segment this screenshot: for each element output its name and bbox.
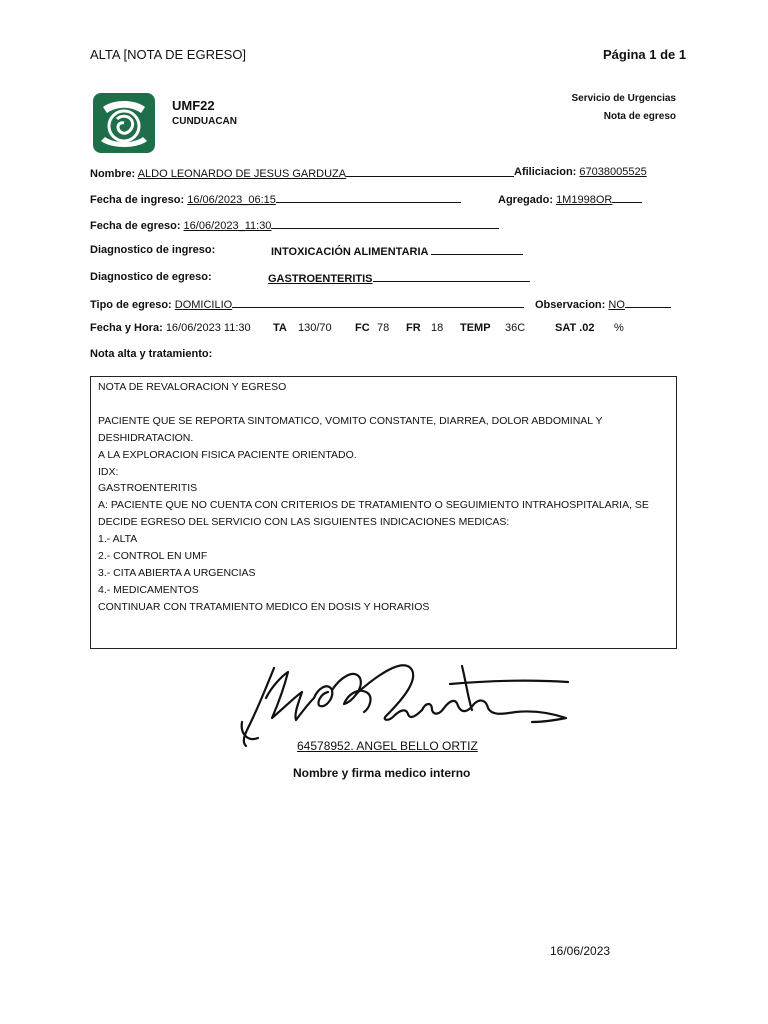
doctor-name-value: 64578952. ANGEL BELLO ORTIZ xyxy=(297,739,478,753)
underline xyxy=(431,244,523,255)
doctor-name xyxy=(297,739,478,753)
underline xyxy=(612,192,642,203)
page-indicator: Página 1 de 1 xyxy=(603,47,687,62)
agregado-row xyxy=(498,192,642,206)
agregado-value: 1M1998OR xyxy=(556,194,613,206)
fr-label: FR xyxy=(406,322,421,334)
underline xyxy=(276,192,461,203)
admission-diagnosis-row xyxy=(271,244,523,258)
admission-date-value: 16/06/2023_06:15 xyxy=(187,194,276,206)
ta-value: 130/70 xyxy=(298,322,332,334)
agregado-label: Agregado: xyxy=(498,194,553,206)
document-title: ALTA [NOTA DE EGRESO] xyxy=(90,47,247,62)
underline xyxy=(373,271,530,282)
underline xyxy=(271,218,499,229)
fr-value: 18 xyxy=(431,322,444,334)
treatment-note-text xyxy=(98,379,649,616)
discharge-type-value: DOMICILIO xyxy=(174,299,233,311)
fc-label: FC xyxy=(355,322,370,334)
discharge-date-label: Fecha de egreso: xyxy=(90,220,181,232)
note-line: PACIENTE QUE SE REPORTA SINTOMATICO, VOMITO CONSTANTE, DIARREA, DOLOR ABDOMINAL Y xyxy=(98,414,603,427)
note-line: 1.- ALTA xyxy=(98,533,138,546)
note-line: IDX: xyxy=(98,465,119,478)
treatment-note-label: Nota alta y tratamiento: xyxy=(90,348,213,360)
note-line: 3.- CITA ABIERTA A URGENCIAS xyxy=(98,566,256,579)
underline xyxy=(232,297,524,308)
note-line: A: PACIENTE QUE NO CUENTA CON CRITERIOS DE TRATAMIENTO O SEGUIMIENTO INTRAHOSPITALARIA, SE xyxy=(98,499,649,512)
affiliation-value: 67038005525 xyxy=(579,166,647,178)
patient-name-value: ALDO LEONARDO DE JESUS GARDUZA xyxy=(137,168,347,180)
note-line: 2.- CONTROL EN UMF xyxy=(98,550,208,563)
discharge-diagnosis-label: Diagnostico de egreso: xyxy=(90,271,212,283)
admission-diagnosis-value: INTOXICACIÓN ALIMENTARIA xyxy=(271,246,429,258)
treatment-note-box xyxy=(90,376,677,649)
datetime-value: 16/06/2023 11:30 xyxy=(165,322,251,334)
admission-date-row xyxy=(90,192,461,206)
document-type: Nota de egreso xyxy=(603,111,676,122)
discharge-diagnosis-value: GASTROENTERITIS xyxy=(268,273,373,285)
note-line: NOTA DE REVALORACION Y EGRESO xyxy=(98,381,287,393)
admission-date-label: Fecha de ingreso: xyxy=(90,194,185,206)
discharge-type-row xyxy=(90,297,524,311)
temp-value: 36C xyxy=(505,322,526,334)
footer-date: 16/06/2023 xyxy=(550,944,611,958)
signature-caption: Nombre y firma medico interno xyxy=(293,766,471,780)
imss-logo-icon xyxy=(93,93,155,153)
datetime-label: Fecha y Hora: xyxy=(90,322,163,334)
note-line: DESHIDRATACION. xyxy=(98,431,194,444)
clinic-name: UMF22 xyxy=(172,98,215,113)
observation-row xyxy=(535,297,671,311)
patient-name-label: Nombre: xyxy=(90,168,136,180)
affiliation-label: Afiliciacion: xyxy=(514,166,577,178)
temp-label: TEMP xyxy=(460,322,491,334)
ta-label: TA xyxy=(273,322,287,334)
underline xyxy=(346,166,514,177)
service-name: Servicio de Urgencias xyxy=(571,93,676,104)
vitals-row xyxy=(90,322,251,334)
note-line: 4.- MEDICAMENTOS xyxy=(98,583,199,596)
note-line: DECIDE EGRESO DEL SERVICIO CON LAS SIGUIENTES INDICACIONES MEDICAS: xyxy=(98,516,510,529)
observation-value: NO xyxy=(608,299,625,311)
note-line: GASTROENTERITIS xyxy=(98,482,198,495)
patient-name-row xyxy=(90,166,514,180)
clinic-location: CUNDUACAN xyxy=(172,116,237,127)
observation-label: Observacion: xyxy=(535,299,606,311)
note-line xyxy=(98,396,649,413)
note-line: CONTINUAR CON TRATAMIENTO MEDICO EN DOSIS Y HORARIOS xyxy=(98,600,430,613)
admission-diagnosis-label: Diagnostico de ingreso: xyxy=(90,244,216,256)
discharge-date-value: 16/06/2023_11:30 xyxy=(183,220,272,232)
underline xyxy=(625,297,671,308)
discharge-date-row xyxy=(90,218,499,232)
affiliation-row xyxy=(514,166,647,178)
note-line: A LA EXPLORACION FISICA PACIENTE ORIENTADO. xyxy=(98,448,357,461)
sat-unit: % xyxy=(614,322,624,334)
fc-value: 78 xyxy=(377,322,390,334)
discharge-type-label: Tipo de egreso: xyxy=(90,299,172,311)
sat-label: SAT .02 xyxy=(555,322,595,334)
discharge-diagnosis-row xyxy=(268,271,530,285)
